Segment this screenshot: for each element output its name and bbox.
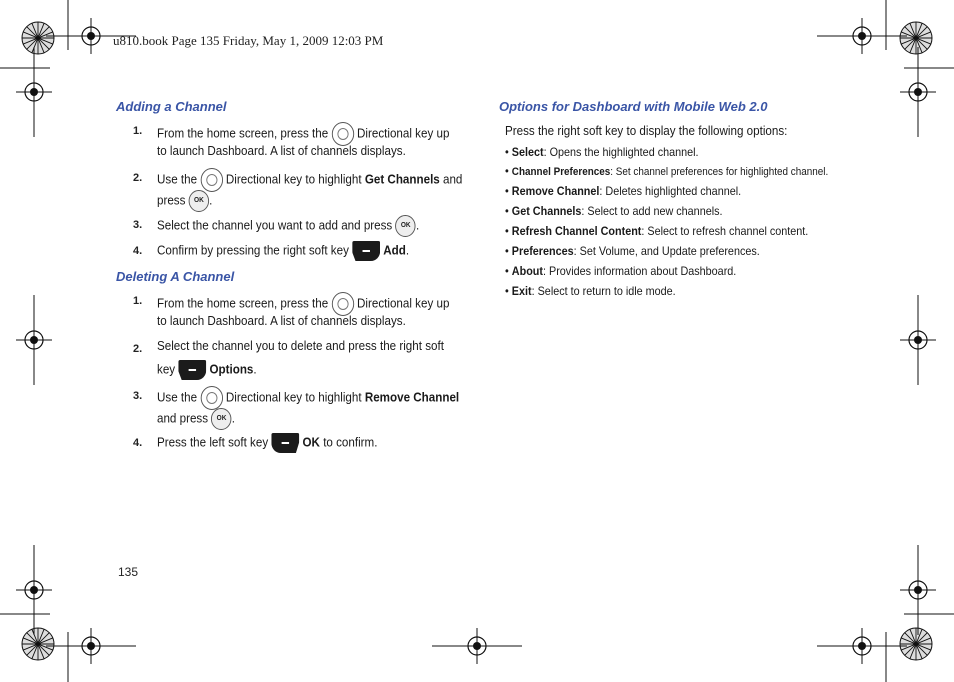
option-item: • Preferences: Set Volume, and Update preferences.	[505, 244, 760, 258]
step-text: to launch Dashboard. A list of channels displays.	[157, 144, 406, 158]
page-number: 135	[118, 565, 139, 579]
option-item: • Exit: Select to return to idle mode.	[505, 284, 676, 298]
step-text: From the home screen, press the Directional key up	[157, 292, 449, 316]
book-header: u810.book Page 135 Friday, May 1, 2009 12:03 PM	[113, 33, 384, 48]
heading-deleting-channel: Deleting A Channel	[116, 269, 235, 284]
right-soft-key-icon	[178, 360, 206, 380]
step-text: Select the channel you to delete and press the right soft	[157, 339, 444, 353]
ok-key-icon: OK	[395, 215, 415, 237]
option-item: • Channel Preferences: Set channel preferences for highlighted channel.	[505, 164, 829, 178]
step-text: to launch Dashboard. A list of channels displays.	[157, 314, 406, 328]
step-number: 1.	[133, 125, 143, 137]
step-text: and press OK .	[157, 408, 235, 430]
registration-burst-bottom-left	[22, 628, 54, 660]
ok-key-icon: OK	[189, 190, 209, 212]
step-text: From the home screen, press the Directional key up	[157, 122, 449, 146]
step-text: key Options.	[157, 360, 257, 380]
step-text: Select the channel you want to add and press OK .	[157, 215, 419, 237]
registration-burst-top-left	[22, 22, 54, 54]
step-text: Use the Directional key to highlight Get Channels and	[157, 168, 462, 192]
registration-burst-bottom-right	[900, 628, 932, 660]
registration-burst-top-right	[900, 22, 932, 54]
directional-key-icon	[200, 168, 222, 192]
directional-key-icon	[331, 292, 353, 316]
step-number: 1.	[133, 295, 143, 307]
option-item: • About: Provides information about Dashboard.	[505, 264, 737, 278]
directional-key-icon	[331, 122, 353, 146]
options-intro: Press the right soft key to display the following options:	[505, 124, 788, 138]
step-number: 3.	[133, 219, 143, 231]
option-item: • Refresh Channel Content: Select to refresh channel content.	[505, 224, 809, 238]
step-number: 2.	[133, 343, 143, 355]
step-number: 2.	[133, 172, 143, 184]
heading-adding-channel: Adding a Channel	[116, 99, 227, 114]
option-item: • Remove Channel: Deletes highlighted channel.	[505, 184, 742, 198]
right-soft-key-icon	[352, 241, 380, 261]
heading-dashboard-options: Options for Dashboard with Mobile Web 2.0	[499, 99, 768, 114]
step-number: 4.	[133, 245, 143, 257]
step-text: press OK .	[157, 190, 212, 212]
step-text: Confirm by pressing the right soft key Add.	[157, 241, 409, 261]
step-text: Use the Directional key to highlight Remove Channel	[157, 386, 459, 410]
step-number: 3.	[133, 390, 143, 402]
ok-key-icon: OK	[211, 408, 231, 430]
option-item: • Select: Opens the highlighted channel.	[505, 145, 699, 159]
step-number: 4.	[133, 437, 143, 449]
step-text: Press the left soft key OK to confirm.	[157, 433, 377, 453]
option-item: • Get Channels: Select to add new channels.	[505, 204, 723, 218]
directional-key-icon	[200, 386, 222, 410]
left-soft-key-icon	[271, 433, 299, 453]
